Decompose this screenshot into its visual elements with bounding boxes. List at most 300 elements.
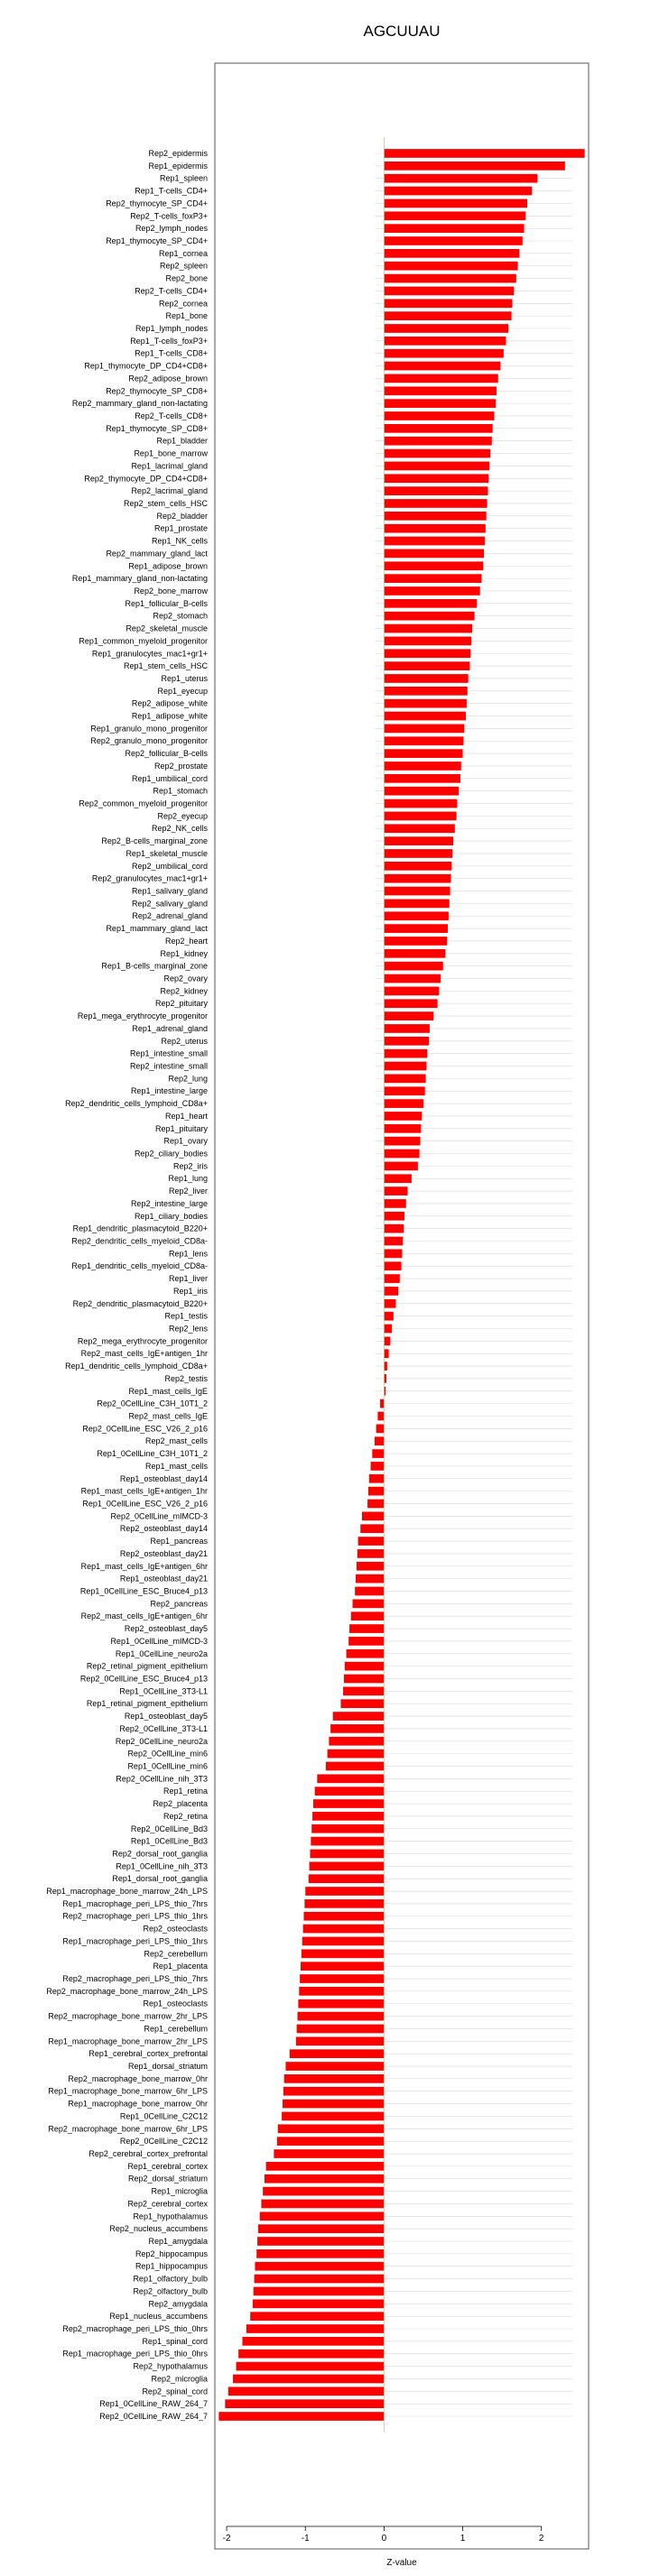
bar-80 xyxy=(384,1150,419,1159)
category-label-133: Rep2_retina xyxy=(162,1811,208,1821)
category-label-181: Rep2_0CellLine_RAW_264_7 xyxy=(99,2412,208,2421)
category-label-149: Rep2_macrophage_bone_marrow_2hr_LPS xyxy=(48,2011,208,2021)
category-label-146: Rep2_macrophage_peri_LPS_thio_7hrs xyxy=(62,1974,208,1984)
category-label-45: Rep1_adipose_white xyxy=(131,711,208,721)
category-label-26: Rep2_thymocyte_DP_CD4+CD8+ xyxy=(84,474,208,484)
bar-158 xyxy=(278,2124,385,2133)
bar-82 xyxy=(384,1174,412,1183)
category-label-66: Rep2_ovary xyxy=(163,974,208,983)
bar-171 xyxy=(254,2287,385,2296)
bar-169 xyxy=(255,2262,384,2271)
bar-126 xyxy=(330,1724,384,1733)
bar-89 xyxy=(384,1261,401,1270)
category-label-171: Rep2_olfactory_bulb xyxy=(133,2286,208,2296)
bar-102 xyxy=(376,1424,385,1433)
category-label-132: Rep2_placenta xyxy=(153,1799,208,1809)
category-label-38: Rep2_skeletal_muscle xyxy=(125,623,208,633)
category-label-165: Rep1_hypothalamus xyxy=(133,2211,208,2221)
bar-39 xyxy=(384,637,471,646)
category-label-123: Rep1_0CellLine_3T3-L1 xyxy=(119,1686,208,1696)
category-label-120: Rep1_0CellLine_neuro2a xyxy=(115,1648,208,1658)
bar-20 xyxy=(384,399,496,408)
category-label-118: Rep2_osteoblast_day5 xyxy=(124,1624,208,1634)
category-label-162: Rep2_dorsal_striatum xyxy=(127,2174,208,2184)
category-label-172: Rep2_amygdala xyxy=(148,2299,208,2309)
category-label-70: Rep1_adrenal_gland xyxy=(132,1023,208,1033)
category-label-106: Rep1_osteoblast_day14 xyxy=(119,1473,208,1483)
category-label-147: Rep2_macrophage_bone_marrow_24h_LPS xyxy=(46,1986,208,1996)
bar-101 xyxy=(377,1412,384,1421)
category-label-177: Rep2_hypothalamus xyxy=(133,2361,208,2371)
bar-176 xyxy=(238,2350,384,2359)
bar-112 xyxy=(358,1549,385,1558)
bar-54 xyxy=(384,824,454,833)
category-label-47: Rep2_granulo_mono_progenitor xyxy=(90,736,208,746)
bar-49 xyxy=(384,762,460,771)
bar-13 xyxy=(384,311,511,320)
bar-143 xyxy=(302,1937,385,1946)
category-label-141: Rep2_macrophage_peri_LPS_thio_1hrs xyxy=(62,1911,208,1921)
category-label-1: Rep1_epidermis xyxy=(148,161,208,171)
category-label-53: Rep2_eyecup xyxy=(157,811,208,821)
bar-173 xyxy=(250,2312,384,2321)
category-label-83: Rep2_liver xyxy=(168,1186,208,1196)
category-label-151: Rep1_macrophage_bone_marrow_2hr_LPS xyxy=(48,2036,208,2046)
category-label-93: Rep1_testis xyxy=(164,1311,208,1321)
bar-124 xyxy=(340,1699,384,1708)
category-label-104: Rep1_0CellLine_C3H_10T1_2 xyxy=(97,1449,208,1459)
bar-153 xyxy=(285,2062,384,2071)
category-label-40: Rep1_granulocytes_mac1+gr1+ xyxy=(91,649,208,659)
category-label-51: Rep1_stomach xyxy=(153,786,208,796)
bar-68 xyxy=(384,999,437,1008)
bar-165 xyxy=(260,2211,385,2221)
category-label-24: Rep1_bone_marrow xyxy=(134,448,208,458)
category-label-143: Rep1_macrophage_peri_LPS_thio_1hrs xyxy=(62,1936,208,1946)
category-label-87: Rep2_dendritic_cells_myeloid_CD8a- xyxy=(71,1236,208,1246)
bar-63 xyxy=(384,937,447,946)
category-label-179: Rep2_spinal_cord xyxy=(142,2387,208,2396)
category-label-19: Rep2_thymocyte_SP_CD8+ xyxy=(106,386,208,396)
category-label-82: Rep1_lung xyxy=(168,1174,208,1184)
bar-60 xyxy=(384,900,449,909)
bar-148 xyxy=(298,1999,384,2008)
bar-128 xyxy=(328,1750,385,1759)
bar-150 xyxy=(297,2025,385,2034)
category-label-76: Rep2_dendritic_cells_lymphoid_CD8a+ xyxy=(65,1099,208,1109)
bar-69 xyxy=(384,1011,433,1020)
category-label-11: Rep2_T-cells_CD4+ xyxy=(135,286,208,296)
category-label-157: Rep1_0CellLine_C2C12 xyxy=(119,2111,208,2121)
bar-9 xyxy=(384,262,517,271)
category-label-3: Rep1_T-cells_CD4+ xyxy=(135,186,208,196)
category-label-41: Rep1_stem_cells_HSC xyxy=(123,661,208,671)
bar-163 xyxy=(263,2187,384,2196)
category-label-32: Rep2_mammary_gland_lact xyxy=(106,549,208,559)
bar-31 xyxy=(384,537,485,546)
bar-91 xyxy=(384,1287,398,1296)
category-label-112: Rep2_osteoblast_day21 xyxy=(119,1548,208,1558)
category-label-130: Rep2_0CellLine_nih_3T3 xyxy=(116,1774,208,1784)
bar-58 xyxy=(384,874,450,883)
category-label-131: Rep1_retina xyxy=(162,1787,208,1796)
bar-83 xyxy=(384,1186,407,1196)
bar-90 xyxy=(384,1274,399,1283)
bar-43 xyxy=(384,687,467,696)
bar-181 xyxy=(218,2412,384,2421)
category-label-167: Rep1_amygdala xyxy=(148,2237,208,2247)
category-label-75: Rep1_intestine_large xyxy=(130,1086,208,1096)
bar-166 xyxy=(258,2224,384,2233)
category-label-49: Rep2_prostate xyxy=(153,761,208,771)
bar-103 xyxy=(375,1436,384,1445)
category-label-55: Rep2_B-cells_marginal_zone xyxy=(101,836,208,846)
category-label-23: Rep1_bladder xyxy=(156,436,208,446)
category-label-63: Rep2_heart xyxy=(164,936,208,946)
bar-157 xyxy=(282,2112,384,2121)
category-label-126: Rep2_0CellLine_3T3-L1 xyxy=(119,1723,208,1733)
bar-138 xyxy=(309,1874,385,1883)
category-label-108: Rep1_0CellLine_ESC_V26_2_p16 xyxy=(82,1499,208,1509)
category-label-139: Rep1_macrophage_bone_marrow_24h_LPS xyxy=(46,1887,208,1897)
category-label-168: Rep2_hippocampus xyxy=(135,2248,208,2258)
bar-100 xyxy=(380,1399,384,1408)
bar-76 xyxy=(384,1099,423,1108)
category-label-121: Rep2_retinal_pigment_epithelium xyxy=(86,1661,208,1671)
category-label-127: Rep2_0CellLine_neuro2a xyxy=(115,1736,208,1746)
bar-131 xyxy=(315,1787,385,1796)
category-label-21: Rep2_T-cells_CD8+ xyxy=(135,411,208,420)
category-label-115: Rep1_0CellLine_ESC_Bruce4_p13 xyxy=(79,1586,208,1596)
category-label-164: Rep2_cerebral_cortex xyxy=(127,2199,208,2209)
bar-136 xyxy=(310,1850,384,1859)
category-label-125: Rep1_osteoblast_day5 xyxy=(124,1712,208,1722)
category-label-113: Rep1_mast_cells_IgE+antigen_6hr xyxy=(80,1561,208,1571)
bar-161 xyxy=(266,2162,385,2171)
category-label-77: Rep1_heart xyxy=(164,1111,208,1121)
category-label-48: Rep2_follicular_B-cells xyxy=(125,749,208,759)
category-label-54: Rep2_NK_cells xyxy=(151,824,208,834)
category-label-0: Rep2_epidermis xyxy=(148,149,208,158)
bar-117 xyxy=(351,1611,385,1620)
category-label-60: Rep2_salivary_gland xyxy=(131,899,208,909)
bar-164 xyxy=(261,2200,384,2209)
category-label-170: Rep1_olfactory_bulb xyxy=(133,2274,208,2284)
category-label-34: Rep1_mammary_gland_non-lactating xyxy=(71,574,208,584)
category-label-85: Rep1_ciliary_bodies xyxy=(134,1211,208,1221)
category-label-29: Rep2_bladder xyxy=(156,511,208,521)
bar-27 xyxy=(384,486,488,495)
category-label-91: Rep1_iris xyxy=(172,1286,208,1296)
category-label-20: Rep2_mammary_gland_non-lactating xyxy=(71,399,208,409)
bar-28 xyxy=(384,499,487,508)
category-label-145: Rep1_placenta xyxy=(153,1962,208,1971)
bar-96 xyxy=(384,1349,388,1358)
category-label-73: Rep2_intestine_small xyxy=(129,1061,208,1071)
category-label-7: Rep1_thymocyte_SP_CD4+ xyxy=(106,235,208,245)
bar-129 xyxy=(326,1762,384,1771)
bar-152 xyxy=(290,2049,385,2058)
category-label-109: Rep2_0CellLine_mIMCD-3 xyxy=(110,1511,208,1521)
category-label-39: Rep1_common_myeloid_progenitor xyxy=(79,636,208,646)
bar-179 xyxy=(228,2387,385,2396)
category-label-72: Rep1_intestine_small xyxy=(129,1048,208,1058)
bar-37 xyxy=(384,612,474,621)
category-label-88: Rep1_lens xyxy=(168,1249,208,1259)
bar-127 xyxy=(329,1737,384,1746)
bar-12 xyxy=(384,299,512,308)
category-label-12: Rep2_cornea xyxy=(158,299,208,309)
bar-67 xyxy=(384,987,439,996)
x-tick-label-3: 1 xyxy=(460,2534,466,2544)
category-label-59: Rep1_salivary_gland xyxy=(131,886,208,896)
bar-50 xyxy=(384,774,460,783)
bar-92 xyxy=(384,1299,395,1308)
x-tick-label-0: -2 xyxy=(222,2534,231,2544)
bar-139 xyxy=(305,1887,384,1896)
bar-62 xyxy=(384,924,448,933)
bar-78 xyxy=(384,1124,421,1133)
category-label-78: Rep1_pituitary xyxy=(154,1123,208,1133)
category-label-43: Rep1_eyecup xyxy=(157,686,208,696)
category-label-92: Rep2_dendritic_plasmacytoid_B220+ xyxy=(72,1298,208,1308)
category-label-134: Rep2_0CellLine_Bd3 xyxy=(130,1824,208,1833)
category-label-64: Rep1_kidney xyxy=(160,948,208,958)
bar-46 xyxy=(384,725,464,734)
category-label-44: Rep2_adipose_white xyxy=(131,698,208,708)
bar-108 xyxy=(367,1500,384,1509)
bar-87 xyxy=(384,1237,403,1246)
x-tick-label-1: -1 xyxy=(301,2534,310,2544)
category-label-56: Rep1_skeletal_muscle xyxy=(125,848,208,858)
category-label-67: Rep2_kidney xyxy=(160,986,208,996)
bar-45 xyxy=(384,712,466,721)
category-label-2: Rep1_spleen xyxy=(159,173,208,183)
bar-41 xyxy=(384,661,469,670)
bar-7 xyxy=(384,236,522,245)
bar-133 xyxy=(312,1812,384,1821)
bar-36 xyxy=(384,599,477,608)
bar-47 xyxy=(384,736,463,745)
bar-86 xyxy=(384,1224,404,1233)
bar-24 xyxy=(384,449,490,458)
bar-110 xyxy=(360,1524,384,1533)
category-label-101: Rep2_mast_cells_IgE xyxy=(128,1411,208,1421)
category-label-111: Rep1_pancreas xyxy=(150,1537,208,1547)
bar-65 xyxy=(384,962,442,971)
bar-59 xyxy=(384,887,450,896)
bar-56 xyxy=(384,849,452,858)
bar-88 xyxy=(384,1250,402,1259)
bar-111 xyxy=(358,1537,385,1546)
category-label-6: Rep2_lymph_nodes xyxy=(135,224,208,234)
bar-1 xyxy=(384,162,564,171)
bar-29 xyxy=(384,512,486,521)
category-label-122: Rep2_0CellLine_ESC_Bruce4_p13 xyxy=(79,1674,208,1684)
category-label-173: Rep1_nucleus_accumbens xyxy=(109,2312,208,2322)
category-label-119: Rep1_0CellLine_mIMCD-3 xyxy=(110,1636,208,1646)
category-label-30: Rep1_prostate xyxy=(153,523,208,533)
bar-15 xyxy=(384,337,506,346)
bar-44 xyxy=(384,699,467,708)
bar-113 xyxy=(357,1562,385,1571)
bar-18 xyxy=(384,374,497,383)
bar-132 xyxy=(313,1799,384,1808)
bar-170 xyxy=(255,2275,385,2284)
bar-79 xyxy=(384,1137,420,1146)
x-tick-label-2: 0 xyxy=(381,2534,387,2544)
category-label-166: Rep2_nucleus_accumbens xyxy=(109,2224,208,2234)
category-label-155: Rep1_macrophage_bone_marrow_6hr_LPS xyxy=(48,2086,208,2096)
category-label-57: Rep2_umbilical_cord xyxy=(131,861,208,871)
bar-156 xyxy=(283,2100,384,2109)
category-label-160: Rep2_cerebral_cortex_prefrontal xyxy=(88,2149,208,2159)
category-label-117: Rep2_mast_cells_IgE+antigen_6hr xyxy=(80,1611,208,1621)
bar-177 xyxy=(237,2362,385,2371)
category-label-150: Rep1_cerebellum xyxy=(144,2024,208,2034)
category-label-36: Rep1_follicular_B-cells xyxy=(125,598,208,608)
bar-154 xyxy=(284,2074,385,2083)
bar-34 xyxy=(384,574,481,583)
bar-4 xyxy=(384,199,527,208)
bar-114 xyxy=(356,1574,384,1583)
category-label-10: Rep2_bone xyxy=(165,273,208,283)
bar-142 xyxy=(303,1925,385,1934)
bar-105 xyxy=(371,1462,385,1471)
bar-84 xyxy=(384,1199,405,1208)
bar-51 xyxy=(384,787,459,796)
bar-70 xyxy=(384,1024,430,1033)
bar-109 xyxy=(362,1511,384,1520)
category-label-163: Rep1_microglia xyxy=(151,2186,208,2196)
category-label-156: Rep1_macrophage_bone_marrow_0hr xyxy=(68,2099,208,2109)
bar-121 xyxy=(345,1662,385,1671)
category-label-35: Rep2_bone_marrow xyxy=(134,586,208,596)
bar-140 xyxy=(304,1899,384,1908)
bar-8 xyxy=(384,249,519,258)
category-label-61: Rep2_adrenal_gland xyxy=(132,911,208,921)
category-label-22: Rep1_thymocyte_SP_CD8+ xyxy=(106,423,208,433)
category-label-25: Rep1_lacrimal_gland xyxy=(131,461,208,471)
category-label-175: Rep1_spinal_cord xyxy=(142,2336,208,2346)
category-label-128: Rep2_0CellLine_min6 xyxy=(127,1749,208,1759)
category-label-46: Rep1_granulo_mono_progenitor xyxy=(90,724,208,734)
category-label-90: Rep1_liver xyxy=(168,1274,208,1284)
category-label-174: Rep2_macrophage_peri_LPS_thio_0hrs xyxy=(62,2324,208,2334)
bar-73 xyxy=(384,1062,426,1071)
category-label-71: Rep2_uterus xyxy=(161,1036,208,1046)
category-label-138: Rep1_dorsal_root_ganglia xyxy=(112,1874,208,1884)
category-label-152: Rep1_cerebral_cortex_prefrontal xyxy=(88,2049,208,2059)
bar-81 xyxy=(384,1162,417,1171)
bar-21 xyxy=(384,411,494,420)
bar-11 xyxy=(384,287,514,296)
category-label-79: Rep1_ovary xyxy=(163,1136,208,1146)
bar-38 xyxy=(384,624,472,633)
bar-125 xyxy=(333,1712,385,1721)
category-label-94: Rep2_lens xyxy=(168,1324,208,1334)
bar-172 xyxy=(253,2299,385,2308)
bar-22 xyxy=(384,424,492,433)
bar-35 xyxy=(384,586,479,596)
category-label-158: Rep2_macrophage_bone_marrow_6hr_LPS xyxy=(48,2124,208,2134)
bar-122 xyxy=(344,1675,384,1684)
chart-title: AGCUUAU xyxy=(363,23,441,40)
bar-116 xyxy=(353,1599,385,1608)
bar-72 xyxy=(384,1049,427,1058)
category-label-28: Rep2_stem_cells_HSC xyxy=(123,498,208,508)
category-label-18: Rep2_adipose_brown xyxy=(128,374,208,383)
bar-40 xyxy=(384,649,470,658)
bar-144 xyxy=(302,1949,385,1958)
bar-5 xyxy=(384,211,525,220)
bar-162 xyxy=(265,2174,384,2184)
category-label-153: Rep1_dorsal_striatum xyxy=(127,2062,208,2072)
bar-107 xyxy=(368,1487,384,1496)
category-label-14: Rep1_lymph_nodes xyxy=(135,323,208,333)
category-label-37: Rep2_stomach xyxy=(153,611,208,621)
bar-53 xyxy=(384,812,456,821)
category-label-110: Rep2_osteoblast_day14 xyxy=(119,1524,208,1534)
bar-64 xyxy=(384,949,445,958)
category-label-99: Rep1_mast_cells_IgE xyxy=(128,1386,208,1396)
category-label-135: Rep1_0CellLine_Bd3 xyxy=(130,1836,208,1846)
bar-135 xyxy=(311,1837,384,1846)
bar-52 xyxy=(384,799,457,808)
category-label-68: Rep2_pituitary xyxy=(154,999,208,1009)
category-label-69: Rep1_mega_erythrocyte_progenitor xyxy=(77,1011,208,1021)
bar-118 xyxy=(349,1624,384,1633)
bar-147 xyxy=(299,1987,384,1996)
bar-95 xyxy=(384,1337,390,1346)
bar-61 xyxy=(384,911,448,920)
bar-159 xyxy=(277,2137,385,2146)
category-label-102: Rep2_0CellLine_ESC_V26_2_p16 xyxy=(82,1424,208,1434)
category-label-159: Rep2_0CellLine_C2C12 xyxy=(119,2137,208,2147)
category-label-129: Rep1_0CellLine_min6 xyxy=(127,1761,208,1771)
bar-32 xyxy=(384,549,484,559)
bar-23 xyxy=(384,437,491,446)
category-label-13: Rep1_bone xyxy=(165,311,208,321)
bar-106 xyxy=(369,1474,385,1483)
category-label-136: Rep2_dorsal_root_ganglia xyxy=(112,1849,208,1859)
bar-74 xyxy=(384,1075,425,1084)
bar-25 xyxy=(384,462,489,471)
category-label-89: Rep1_dendritic_cells_myeloid_CD8a- xyxy=(71,1261,208,1271)
bar-26 xyxy=(384,474,488,483)
bar-19 xyxy=(384,386,497,395)
category-label-95: Rep2_mega_erythrocyte_progenitor xyxy=(77,1336,208,1346)
category-label-98: Rep2_testis xyxy=(164,1373,208,1383)
bar-141 xyxy=(303,1912,384,1921)
category-label-114: Rep1_osteoblast_day21 xyxy=(119,1574,208,1583)
bar-2 xyxy=(384,174,537,183)
category-label-31: Rep1_NK_cells xyxy=(151,536,208,546)
bar-97 xyxy=(384,1362,386,1371)
category-label-105: Rep1_mast_cells xyxy=(144,1461,208,1471)
bar-10 xyxy=(384,274,515,283)
category-label-124: Rep1_retinal_pigment_epithelium xyxy=(86,1699,208,1709)
bar-94 xyxy=(384,1325,392,1334)
category-label-107: Rep1_mast_cells_IgE+antigen_1hr xyxy=(80,1486,208,1496)
category-label-9: Rep2_spleen xyxy=(159,261,208,271)
category-label-154: Rep2_macrophage_bone_marrow_0hr xyxy=(68,2073,208,2083)
bar-167 xyxy=(257,2237,384,2246)
x-axis-label: Z-value xyxy=(386,2558,417,2568)
category-label-17: Rep1_thymocyte_DP_CD4+CD8+ xyxy=(84,361,208,371)
category-label-103: Rep2_mast_cells xyxy=(144,1436,208,1446)
category-label-148: Rep1_osteoclasts xyxy=(143,1999,208,2008)
